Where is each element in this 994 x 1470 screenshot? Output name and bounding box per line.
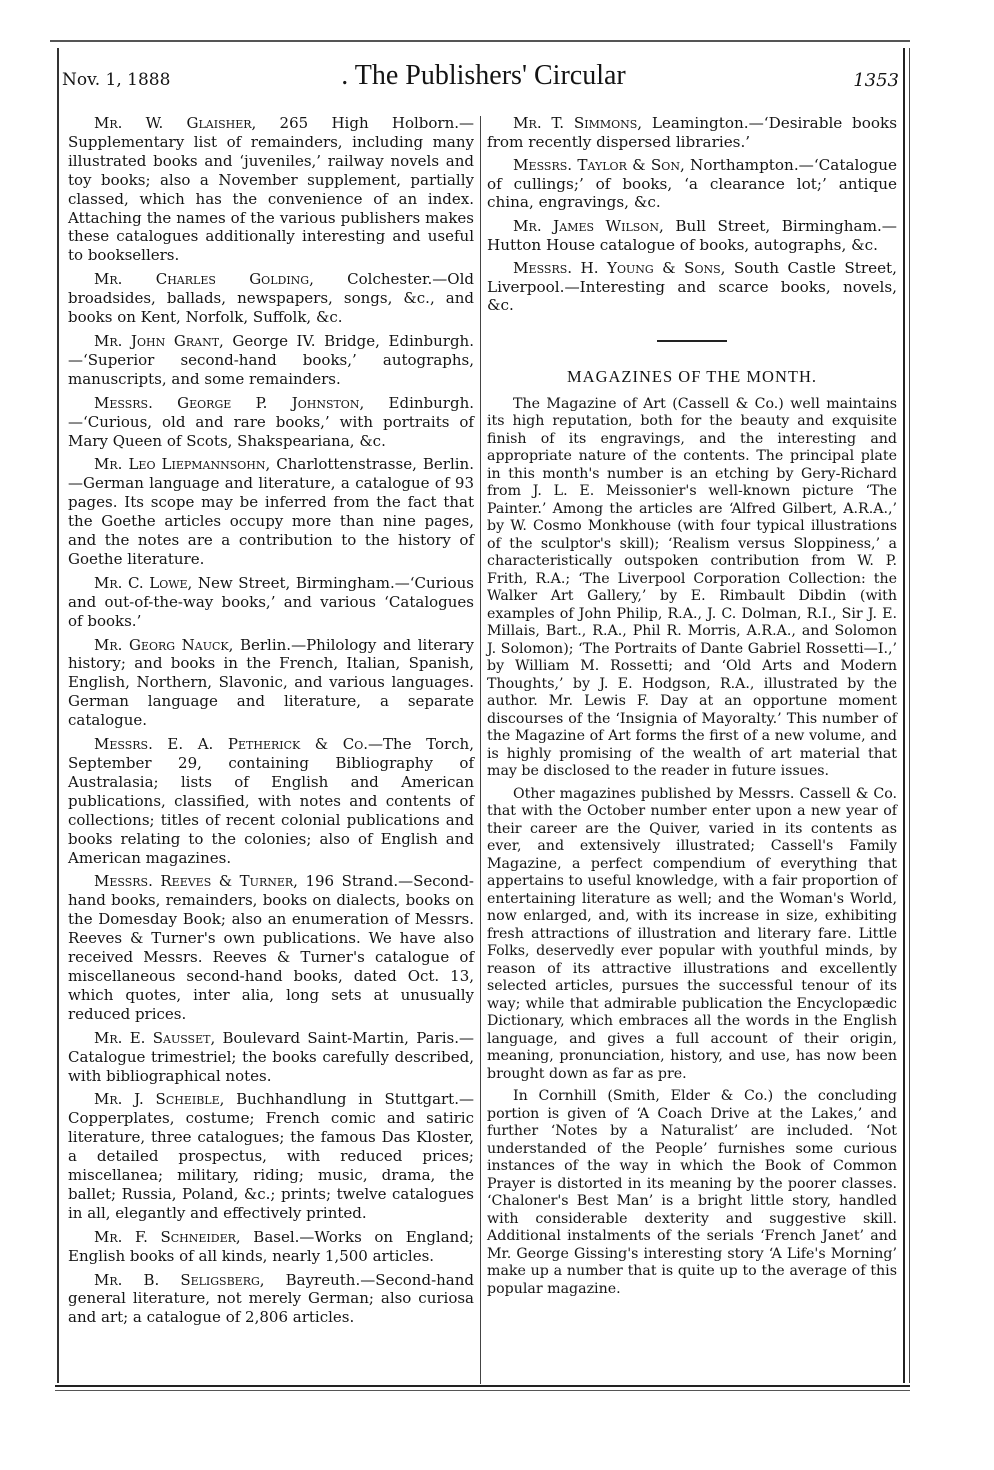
entry-text: 196 Strand.—Second-hand books, remainders, books on dialects, books on the Domesday Book; also an enumeration of Messrs. Reeves & Turner's own publications. We have also received Messrs. Reeves & Turner's catalogue of miscellaneous second-hand books, dated Oct. 13, which quotes, inter alia, long sets at unusually reduced prices. (68, 872, 474, 1023)
left-border (57, 48, 59, 1383)
entry-text: Charlottenstrasse, Berlin.—German language and literature, a catalogue of 93 pages. Its scope may be inferred from the fact that the Goethe articles occupy more than nine pages, and the notes are a contribution to the history of Goethe literature. (68, 455, 474, 568)
magazine-paragraph: In Cornhill (Smith, Elder & Co.) the concluding portion is given of ‘A Coach Drive at the Lakes,’ and further ‘Notes by a Naturalist’ are included. ‘Not understanded of the People’ furnishes some curious instances of the way in which the Book of Common Prayer is distorted in its meaning by the poorer classes. ‘Chaloner's Best Man’ is a bright little story, handled with considerable dexterity and suggestive skill. Additional instalments of the serials ‘French Janet’ and Mr. George Gissing's interesting story ‘A Life's Morning’ make up a number that is quite up to the average of this popular magazine. (487, 1088, 897, 1297)
entry-name: Mr. Charles Golding, (94, 270, 314, 289)
catalogue-entry (68, 332, 474, 389)
top-rule (50, 40, 910, 42)
page-header (62, 60, 905, 96)
section-ornament (487, 333, 897, 349)
entry-text: —The Torch, September 29, containing Bibliography of Australasia; lists of English and American publications, classified, with notes and contents of collections; titles of recent colonial publications and books relating to the colonies; also of English and American magazines. (68, 735, 474, 867)
entry-text: Buchhandlung in Stuttgart.—Copperplates, costume; French comic and satiric literature, three catalogues; the famous Das Kloster, a detailed prospectus, with reduced prices; miscellanea; military, riding; music, drama, the ballet; Russia, Poland, &c.; prints; twelve catalogues in all, elegantly and effectively printed. (68, 1090, 474, 1222)
entry-text: Bull Street, Birmingham.—Hutton House catalogue of books, autographs, &c. (487, 216, 897, 254)
entry-text: Leamington.—‘Desirable books from recently dispersed libraries.’ (487, 114, 898, 151)
catalogue-entry (68, 455, 474, 568)
entry-name: Mr. B. Seligsberg, (94, 1270, 265, 1289)
entry-text: Bayreuth.—Second-hand general literature, not merely German; also curiosa and art; a catalogue of 2,806 articles. (68, 1270, 475, 1327)
catalogue-entry (487, 156, 897, 212)
magazine-paragraph: Other magazines published by Messrs. Cassell & Co. that with the October number enter upon a new year of their career are the Quiver, varied in its contents as ever, and extensively illustrated; Cassell's Family Magazine, a perfect compendium of everything that appertains to useful knowledge, with a fair proportion of entertaining literature as well; and the Woman's World, now enlarged, and, with its increase in size, exhibiting fresh attractions of illustration and literary fare. Little Folks, deservedly ever popular with youthful minds, by reason of its attractive illustrations and excellently selected articles, pursues the successful tenour of its way; while that admirable publication the Encyclopædic Dictionary, which embraces all the words in the English language, and gives a full account of their origin, meaning, pronunciation, history, and use, has now been brought down as far as pre. (487, 785, 897, 1082)
catalogue-entry (487, 217, 897, 254)
entry-text: Colchester.—Old broadsides, ballads, newspapers, songs, &c., and books on Kent, Norfolk, Suffolk, &c. (68, 270, 475, 327)
entry-text: South Castle Street, Liverpool.—Interesting and scarce books, novels, &c. (487, 259, 897, 315)
entry-name: Messrs. George P. Johnston, (94, 393, 365, 412)
catalogue-entry (68, 574, 474, 631)
entry-text: 265 High Holborn.—Supplementary list of remainders, including many illustrated books and ‘juveniles,’ railway novels and toy books; also a November supplement, partially classed, which has the convenience of an index. Attaching the names of the various publishers makes these catalogues additionally interesting and useful to booksellers. (68, 114, 475, 265)
entry-name: Mr. J. Scheible, (94, 1090, 225, 1109)
entry-name: Mr. W. Glaisher, (94, 114, 257, 132)
entry-name: Mr. E. Sausset, (94, 1028, 216, 1047)
entry-text: Edinburgh.—‘Curious, old and rare books,’ with portraits of Mary Queen of Scots, Shakspeariana, &c. (68, 393, 475, 450)
entry-name: Mr. James Wilson, (513, 216, 664, 235)
catalogue-entry (68, 270, 474, 327)
bottom-rule (55, 1385, 910, 1391)
catalogue-entry (68, 735, 474, 867)
entry-text: George IV. Bridge, Edinburgh.—‘Superior second-hand books,’ autographs, manuscripts, and some remainders. (68, 331, 474, 388)
entry-text: New Street, Birmingham.—‘Curious and out-of-the-way books,’ and various ‘Catalogues of books.’ (68, 573, 474, 630)
catalogue-entry (487, 114, 897, 151)
header-title: . The Publishers' Circular (341, 60, 626, 91)
entry-text: Boulevard Saint-Martin, Paris.—Catalogue trimestriel; the books carefully described, with bibliographical notes. (68, 1028, 474, 1085)
entry-name: Messrs. Reeves & Turner, (94, 872, 298, 891)
column-divider (480, 116, 481, 1384)
ornament-rule (657, 340, 727, 342)
magazine-paragraph: The Magazine of Art (Cassell & Co.) well maintains its high reputation, both for the beauty and exquisite finish of its engravings, and the interesting and appropriate nature of the contents. The principal plate in this month's number is an etching by Gery-Richard from J. L. E. Meissonier's well-known picture ‘The Painter.’ Among the articles are ‘Alfred Gilbert, A.R.A.,’ by W. Cosmo Monkhouse (with four typical illustrations of the sculptor's skill); ‘Realism versus Sloppiness,’ a characteristically outspoken contribution from W. P. Frith, R.A.; ‘The Liverpool Corporation Collection: the Walker Art Gallery,’ by E. Rimbault Dibdin (with examples of John Philip, R.A., J. C. Dolman, R.I., Sir J. E. Millais, Bart., R.A., Phil R. Morris, A.R.A., and Solomon J. Solomon); ‘The Portraits of Dante Gabriel Rossetti—I.,’ by William M. Rossetti; and ‘Old Arts and Modern Thoughts,’ by J. E. Hodgson, R.A., illustrated by the author. Mr. Lewis F. Day at an opportune moment discourses of the ‘Insignia of Mayoralty.’ This number of the Magazine of Art forms the first of a new volume, and is highly promising of the wealth of art material that may be disclosed to the reader in future issues. (487, 395, 897, 780)
entry-name: Mr. John Grant, (94, 331, 224, 350)
catalogue-entry (68, 1029, 474, 1086)
header-date: Nov. 1, 1888 (62, 70, 171, 90)
right-column (487, 114, 897, 1303)
catalogue-entry (68, 114, 474, 265)
left-column (68, 114, 474, 1332)
entry-name: Messrs. Taylor & Son, (513, 156, 685, 175)
entry-name: Mr. C. Lowe, (94, 573, 193, 592)
entry-name: Mr. Leo Liepmannsohn, (94, 455, 271, 474)
entry-name: Messrs. H. Young & Sons, (513, 259, 726, 278)
catalogue-entry (68, 1090, 474, 1222)
entry-name: Messrs. E. A. Petherick & Co. (94, 735, 368, 754)
catalogue-entry (68, 636, 474, 731)
catalogue-entry (68, 394, 474, 451)
catalogue-entry (68, 1228, 474, 1266)
section-title: MAGAZINES OF THE MONTH. (566, 366, 818, 386)
entry-name: Mr. T. Simmons, (513, 114, 643, 132)
right-border (903, 48, 910, 1383)
header-page-number: 1353 (853, 70, 899, 91)
entry-name: Mr. Georg Nauck, (94, 635, 234, 654)
entry-text: Berlin.—Philology and literary history; and books in the French, Italian, Spanish, English, Northern, Slavonic, and various languages. German language and literature, a separate catalogue. (68, 635, 474, 730)
entry-name: Mr. F. Schneider, (94, 1227, 241, 1246)
catalogue-entry (68, 1271, 474, 1328)
catalogue-entry (487, 259, 897, 315)
page (50, 38, 910, 1398)
entry-text: Northampton.—‘Catalogue of cullings;’ of books, ‘a clearance lot;’ antique china, engravings, &c. (487, 156, 897, 212)
entry-text: Basel.—Works on England; English books of all kinds, nearly 1,500 articles. (68, 1227, 474, 1265)
catalogue-entry (68, 872, 474, 1023)
